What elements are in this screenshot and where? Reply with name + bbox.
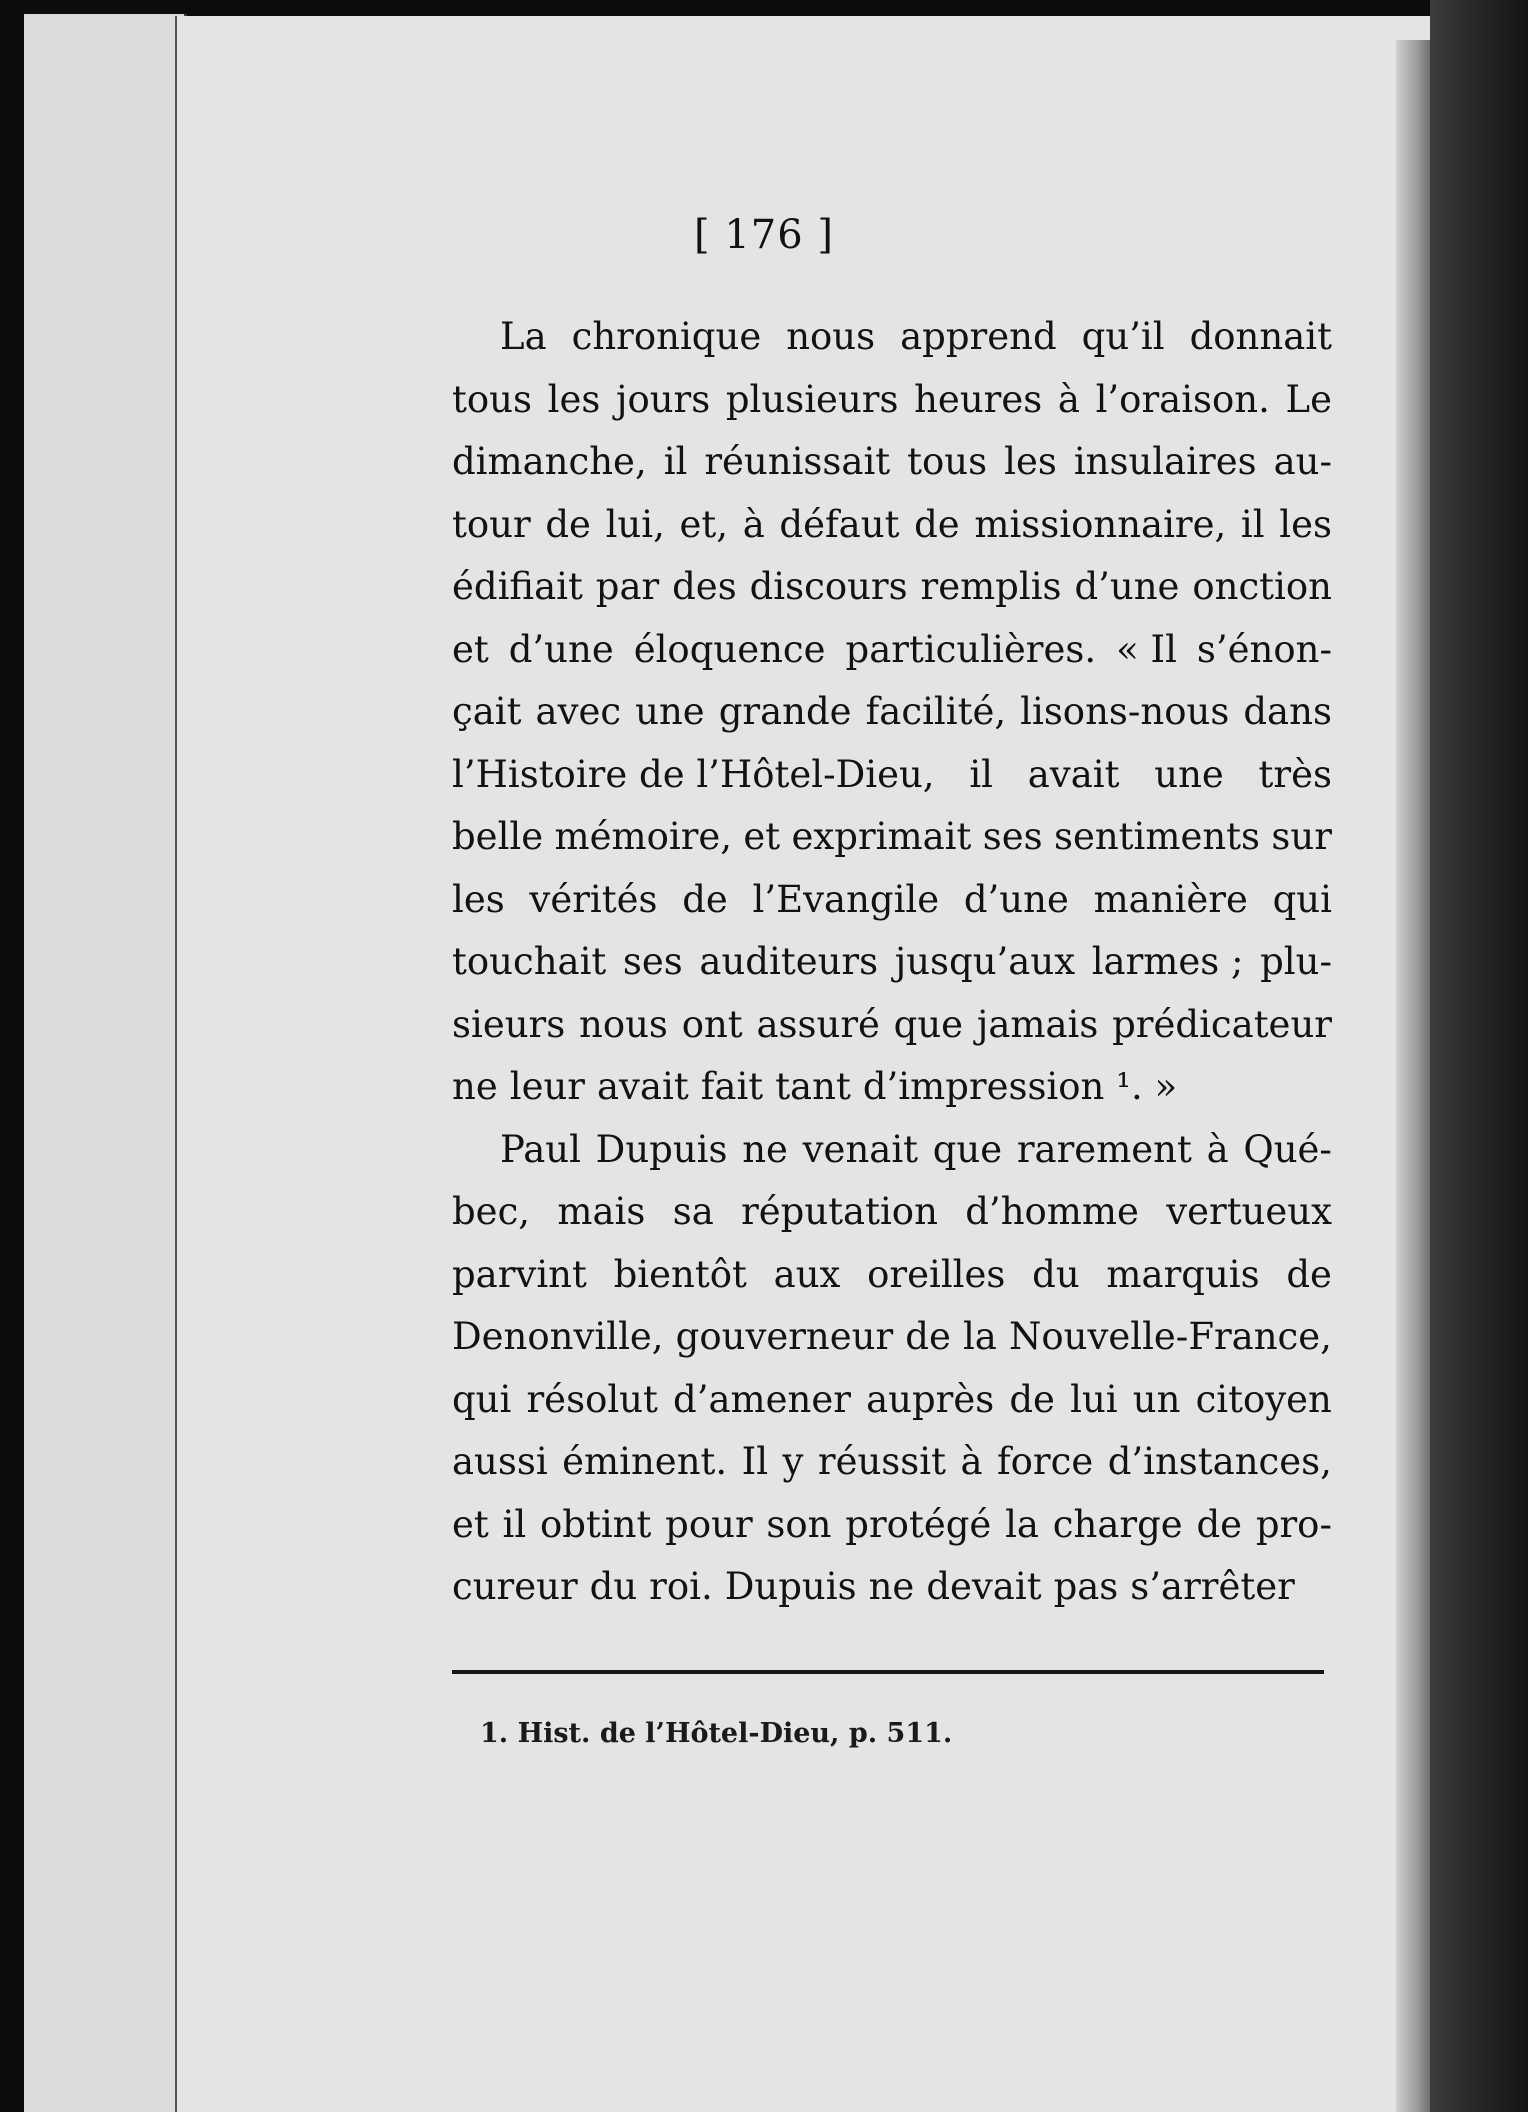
- word: avec: [535, 690, 622, 733]
- word: ses: [982, 815, 1043, 858]
- word: défaut: [779, 502, 900, 546]
- word: vérités: [529, 877, 658, 921]
- word: Le: [1285, 377, 1332, 421]
- word: bec,: [452, 1190, 531, 1233]
- word: çait: [452, 690, 522, 733]
- text-line: [452, 994, 1332, 1057]
- word: larmes ;: [1091, 940, 1244, 983]
- word: ont: [681, 1002, 743, 1046]
- word: lisons-nous: [1020, 690, 1230, 733]
- word: avait: [1027, 752, 1120, 796]
- word: vertueux: [1166, 1190, 1332, 1233]
- word: il: [969, 752, 993, 796]
- word: les: [452, 877, 505, 921]
- word: marquis: [1106, 1252, 1260, 1296]
- page-number: [ 176 ]: [694, 212, 834, 258]
- word: l’Evangile: [752, 877, 940, 921]
- word: Denonville,: [452, 1315, 664, 1358]
- word: pro-: [1255, 1502, 1332, 1546]
- text-line: [452, 619, 1332, 682]
- word: mais: [557, 1190, 646, 1233]
- text-line: [452, 494, 1332, 557]
- text-line: [452, 1369, 1332, 1432]
- word: onction: [1192, 565, 1332, 608]
- word: à: [960, 1440, 983, 1483]
- word: du: [1032, 1252, 1080, 1296]
- word: sur: [1271, 815, 1332, 858]
- word: la: [962, 1315, 997, 1358]
- word: au-: [1273, 440, 1332, 483]
- word: auditeurs: [699, 940, 879, 983]
- word: qui: [452, 1377, 512, 1421]
- word: cureur: [452, 1565, 578, 1608]
- text-line: [452, 1306, 1332, 1369]
- word: de: [545, 502, 591, 546]
- word: lui,: [605, 502, 665, 546]
- word: réputation: [741, 1190, 938, 1233]
- word: une: [635, 690, 705, 733]
- word: plu-: [1260, 940, 1332, 983]
- word: fait: [700, 1065, 764, 1108]
- word: dans: [1243, 690, 1332, 733]
- word: citoyen: [1195, 1377, 1332, 1421]
- word: remplis: [920, 565, 1062, 608]
- word: de: [682, 877, 728, 921]
- word: tous: [907, 440, 988, 483]
- text-line: [452, 1181, 1332, 1244]
- word: ne: [868, 1565, 915, 1608]
- word: que: [932, 1127, 1003, 1171]
- word: particulières.: [845, 627, 1097, 671]
- word: à: [1057, 377, 1080, 421]
- word: « Il: [1116, 627, 1177, 671]
- word: aux: [773, 1252, 841, 1296]
- word: tour: [452, 502, 531, 546]
- word: heures: [914, 377, 1043, 421]
- text-line: [452, 369, 1332, 432]
- word: d’une: [1074, 565, 1180, 608]
- word: missionnaire,: [974, 502, 1227, 546]
- word: Il: [741, 1440, 769, 1483]
- word: manière: [1093, 877, 1248, 921]
- word: exprimait: [791, 815, 972, 858]
- word: à: [1206, 1127, 1229, 1171]
- word: d’une: [963, 877, 1069, 921]
- text-line: [452, 744, 1332, 807]
- word: d’amener: [673, 1377, 851, 1421]
- word: d’impression ¹. »: [862, 1065, 1178, 1108]
- word: très: [1258, 752, 1332, 796]
- text-line: [452, 1244, 1332, 1307]
- word: charge: [1052, 1502, 1183, 1546]
- word: Paul: [500, 1127, 581, 1171]
- word: roi.: [649, 1565, 713, 1608]
- word: auprès: [866, 1377, 995, 1421]
- word: les: [547, 377, 601, 421]
- word: résolut: [526, 1377, 658, 1421]
- word: touchait: [452, 940, 607, 983]
- word: et: [452, 1502, 489, 1546]
- word: jours: [615, 377, 711, 421]
- word: d’une: [508, 627, 614, 671]
- word: jusqu’aux: [894, 940, 1076, 983]
- word: gouverneur: [675, 1315, 894, 1358]
- word: ne: [742, 1127, 788, 1171]
- word: assuré: [756, 1002, 880, 1046]
- word: l’oraison.: [1095, 377, 1270, 421]
- word: l’Histoire de l’Hôtel-Dieu,: [452, 752, 935, 796]
- text-line: [452, 556, 1332, 619]
- word: il: [1240, 502, 1265, 546]
- text-line: [452, 1431, 1332, 1494]
- word: d’instances,: [1107, 1440, 1332, 1483]
- word: de: [1286, 1252, 1332, 1296]
- word: lui: [1070, 1377, 1118, 1421]
- word: s’énon-: [1196, 627, 1332, 671]
- text-line: [452, 1119, 1332, 1182]
- word: bientôt: [613, 1252, 747, 1296]
- word: et,: [679, 502, 729, 546]
- word: apprend: [900, 315, 1057, 358]
- paragraph: [452, 306, 1332, 1119]
- word: chronique: [571, 315, 762, 358]
- word: force: [996, 1440, 1094, 1483]
- binding-shadow: [1430, 0, 1528, 2112]
- word: qui: [1272, 877, 1332, 921]
- word: devait: [926, 1565, 1042, 1608]
- word: nous: [579, 1002, 668, 1046]
- text-line: [452, 306, 1332, 369]
- word: par: [595, 565, 660, 608]
- word: une: [1154, 752, 1224, 796]
- text-line: [452, 681, 1332, 744]
- word: un: [1132, 1377, 1181, 1421]
- word: rarement: [1016, 1127, 1192, 1171]
- word: éminent.: [562, 1440, 728, 1483]
- word: qu’il: [1081, 315, 1165, 358]
- text-line: [452, 1056, 1332, 1119]
- word: tous: [452, 377, 532, 421]
- text-line: [452, 869, 1332, 932]
- text-line: [452, 1494, 1332, 1557]
- word: de: [914, 502, 960, 546]
- body-text: [452, 306, 1332, 1619]
- word: ses: [622, 940, 683, 983]
- word: grande: [718, 690, 852, 733]
- text-line: [452, 1556, 1332, 1619]
- word: La: [500, 315, 547, 358]
- word: parvint: [452, 1252, 587, 1296]
- word: tant: [775, 1065, 851, 1108]
- word: insulaires: [1073, 440, 1257, 483]
- word: aussi: [452, 1440, 548, 1483]
- word: belle: [452, 815, 544, 858]
- word: il: [663, 440, 688, 483]
- word: sentiments: [1053, 815, 1261, 858]
- word: édifiait: [452, 565, 583, 608]
- word: et: [743, 815, 781, 858]
- word: pour: [665, 1502, 753, 1546]
- word: sa: [672, 1190, 714, 1233]
- word: protégé: [845, 1502, 992, 1546]
- word: pas: [1053, 1565, 1119, 1608]
- word: la: [1005, 1502, 1039, 1546]
- word: jamais: [976, 1002, 1099, 1046]
- word: Nouvelle-France,: [1008, 1315, 1332, 1358]
- word: à: [742, 502, 765, 546]
- text-line: [452, 431, 1332, 494]
- word: réunissait: [704, 440, 891, 483]
- word: d’homme: [965, 1190, 1139, 1233]
- text-line: [452, 931, 1332, 994]
- word: et: [452, 627, 489, 671]
- word: que: [893, 1002, 964, 1046]
- footnote-rule: [452, 1670, 1324, 1674]
- word: Dupuis: [724, 1565, 857, 1608]
- word: de: [1009, 1377, 1055, 1421]
- footnote: 1. Hist. de l’Hôtel-Dieu, p. 511.: [480, 1718, 953, 1749]
- word: dimanche,: [452, 440, 647, 483]
- word: avait: [596, 1065, 689, 1108]
- text-line: [452, 806, 1332, 869]
- paragraph: [452, 1119, 1332, 1619]
- word: des: [672, 565, 737, 608]
- word: facilité,: [865, 690, 1007, 733]
- word: donnait: [1189, 315, 1332, 358]
- word: son: [766, 1502, 832, 1546]
- word: leur: [509, 1065, 585, 1108]
- word: de: [905, 1315, 951, 1358]
- word: prédicateur: [1112, 1002, 1332, 1046]
- word: de: [1196, 1502, 1243, 1546]
- word: plusieurs: [725, 377, 899, 421]
- word: du: [589, 1565, 638, 1608]
- word: il: [502, 1502, 527, 1546]
- word: oreilles: [867, 1252, 1006, 1296]
- word: y: [782, 1440, 804, 1483]
- word: Dupuis: [595, 1127, 728, 1171]
- word: Qué-: [1243, 1127, 1332, 1171]
- word: nous: [786, 315, 876, 358]
- word: discours: [749, 565, 908, 608]
- word: les: [1279, 502, 1332, 546]
- word: mémoire,: [554, 815, 733, 858]
- word: s’arrêter: [1130, 1565, 1295, 1608]
- word: ne: [452, 1065, 498, 1108]
- word: réussit: [817, 1440, 946, 1483]
- word: les: [1004, 440, 1057, 483]
- word: éloquence: [633, 627, 826, 671]
- word: venait: [802, 1127, 919, 1171]
- word: sieurs: [452, 1002, 566, 1046]
- word: obtint: [540, 1502, 652, 1546]
